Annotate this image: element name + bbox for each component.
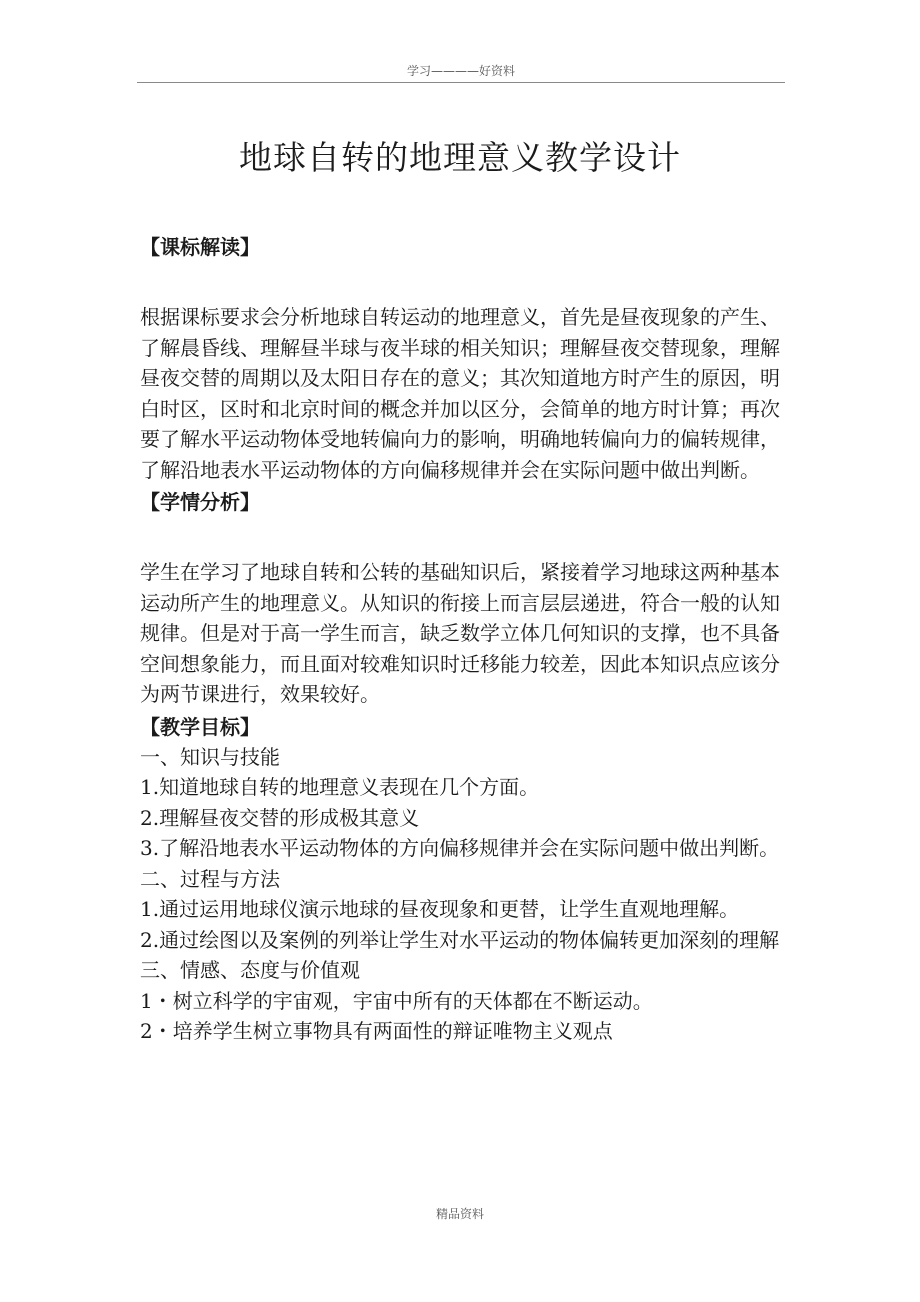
curriculum-paragraph: 根据课标要求会分析地球自转运动的地理意义，首先是昼夜现象的产生、了解晨昏线、理解昼半球与夜半球的相关知识；理解昼夜交替现象，理解昼夜交替的周期以及太阳日存在的意义；其次知道地方时产生的原因，明白时区，区时和北京时间的概念并加以区分，会简单的地方时计算；再次要了解水平运动物体受地转偏向力的影响，明确地转偏向力的偏转规律，了解沿地表水平运动物体的方向偏移规律并会在实际问题中做出判断。 xyxy=(140,305,780,482)
emotion-item: 1・树立科学的宇宙观，宇宙中所有的天体都在不断运动。 xyxy=(140,988,653,1013)
page-footer: 精品资料 xyxy=(435,1207,484,1221)
analysis-paragraph: 学生在学习了地球自转和公转的基础知识后，紧接着学习地球这两种基本运动所产生的地理意义。从知识的衔接上而言层层递进，符合一般的认知规律。但是对于高一学生而言，缺乏数学立体几何知识的支撑，也不具备空间想象能力，而且面对较难知识时迁移能力较差，因此本知识点应该分为两节课进行，效果较好。 xyxy=(140,560,780,706)
document-body xyxy=(140,232,780,1047)
emotion-item: 2・培养学生树立事物具有两面性的辩证唯物主义观点 xyxy=(140,1019,613,1043)
section-heading-curriculum: 【课标解读】 xyxy=(140,235,260,259)
process-item: 1.通过运用地球仪演示地球的昼夜现象和更替，让学生直观地理解。 xyxy=(140,897,740,921)
emotion-subtitle: 三、情感、态度与价值观 xyxy=(140,958,360,982)
document-title: 地球自转的地理意义教学设计 xyxy=(239,138,681,177)
knowledge-item: 1.知道地球自转的地理意义表现在几个方面。 xyxy=(140,775,540,799)
knowledge-item: 2.理解昼夜交替的形成极其意义 xyxy=(140,805,420,830)
process-item: 2.通过绘图以及案例的列举让学生对水平运动的物体偏转更加深刻的理解 xyxy=(140,927,780,952)
page-header: 学习————好资料 xyxy=(137,60,785,83)
section-heading-objectives: 【教学目标】 xyxy=(140,714,260,739)
knowledge-subtitle: 一、知识与技能 xyxy=(140,744,280,769)
knowledge-item: 3.了解沿地表水平运动物体的方向偏移规律并会在实际问题中做出判断。 xyxy=(140,836,780,860)
section-heading-analysis: 【学情分析】 xyxy=(140,490,260,514)
process-subtitle: 二、过程与方法 xyxy=(140,866,280,891)
